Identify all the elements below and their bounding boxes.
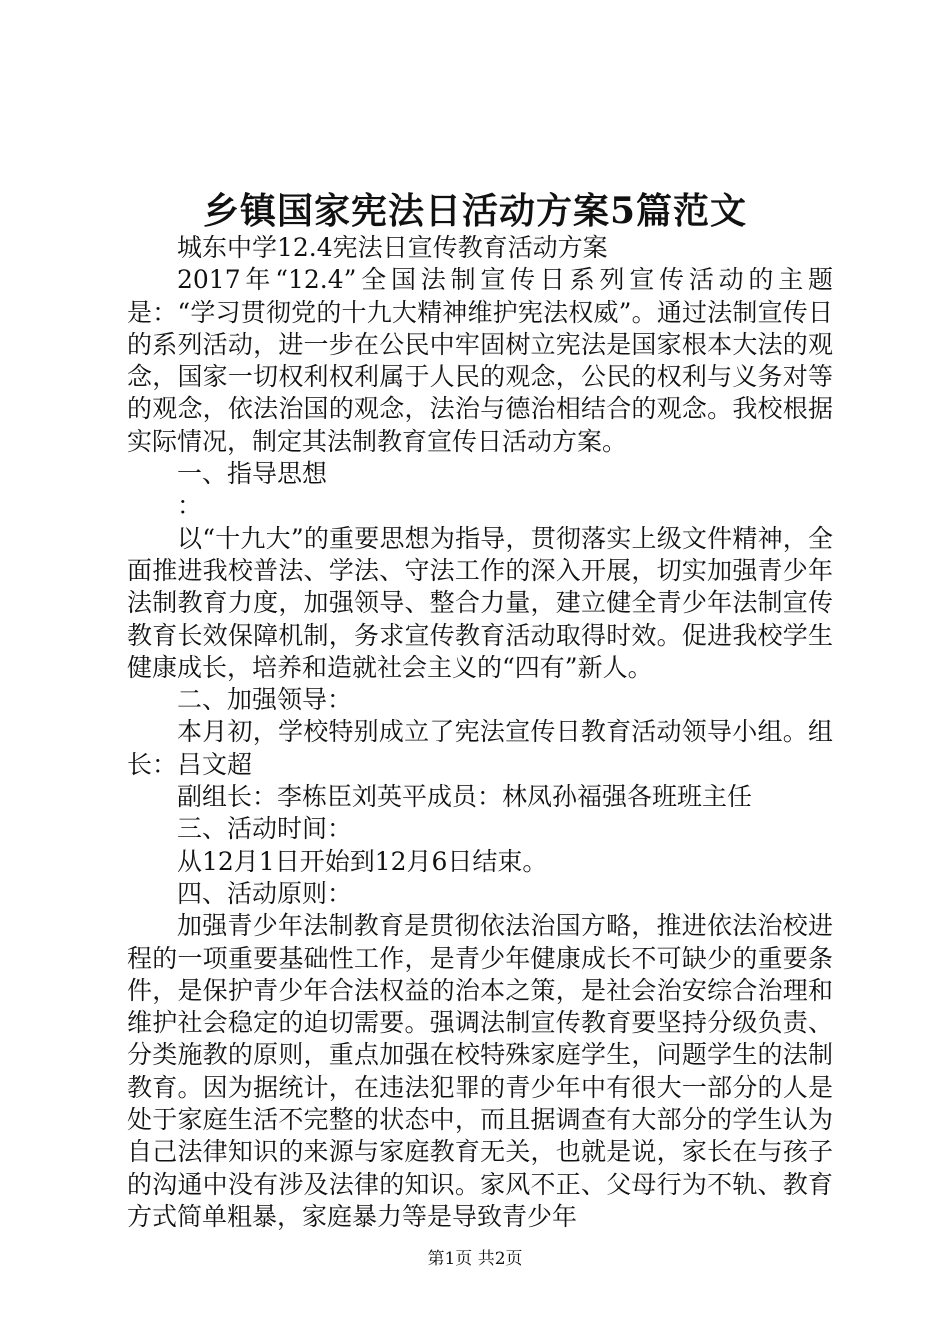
heading-guiding-thought: 一、指导思想: [177, 459, 328, 489]
paragraph-activity-time: 从12月1日开始到12月6日结束。: [177, 846, 548, 876]
paragraph-guiding-thought: 以“十九大”的重要思想为指导，贯彻落实上级文件精神，全面推进我校普法、学法、守法工作的深入开展，切实加强青少年法制教育力度，加强领导、整合力量，建立健全青少年法制宣传教育长效保障机制，务求宣传教育活动取得时效。促进我校学生健康成长，培养和造就社会主义的“四有”新人。: [127, 523, 833, 682]
page-footer: 第1页 共2页: [427, 1249, 523, 1269]
paragraph-principles: 加强青少年法制教育是贯彻依法治国方略，推进依法治校进程的一项重要基础性工作，是青少年健康成长不可缺少的重要条件，是保护青少年合法权益的治本之策，是社会治安综合治理和维护社会稳定的迫切需要。强调法制宣传教育要坚持分级负责、分类施教的原则，重点加强在校特殊家庭学生，问题学生的法制教育。因为据统计，在违法犯罪的青少年中有很大一部分的人是处于家庭生活不完整的状态中，而且据调查有大部分的学生认为自己法律知识的来源与家庭教育无关，也就是说，家长在与孩子的沟通中没有涉及法律的知识。家风不正、父母行为不轨、教育方式简单粗暴，家庭暴力等是导致青少年: [127, 911, 833, 1231]
document-title: 乡镇国家宪法日活动方案5篇范文: [202, 190, 748, 232]
heading-activity-time: 三、活动时间：: [177, 814, 353, 844]
paragraph-intro: 2017年“12.4”全国法制宣传日系列宣传活动的主题是：“学习贯彻党的十九大精神维护宪法权威”。通过法制宣传日的系列活动，进一步在公民中牢固树立宪法是国家根本大法的观念，国家一切权利权利属于人民的观念，公民的权利与义务对等的观念，依法治国的观念，法治与德治相结合的观念。我校根据实际情况，制定其法制教育宣传日活动方案。: [127, 265, 833, 456]
paragraph-leadership: 本月初，学校特别成立了宪法宣传日教育活动领导小组。组长：吕文超: [127, 717, 833, 779]
paragraph-subtitle: 城东中学12.4宪法日宣传教育活动方案: [177, 233, 608, 262]
paragraph-members: 副组长：李栋臣刘英平成员：林凤孙福强各班班主任: [177, 782, 753, 812]
colon-line: ：: [177, 491, 203, 521]
heading-leadership: 二、加强领导：: [177, 685, 353, 715]
document-body: [127, 232, 833, 1233]
heading-principles: 四、活动原则：: [177, 878, 353, 908]
